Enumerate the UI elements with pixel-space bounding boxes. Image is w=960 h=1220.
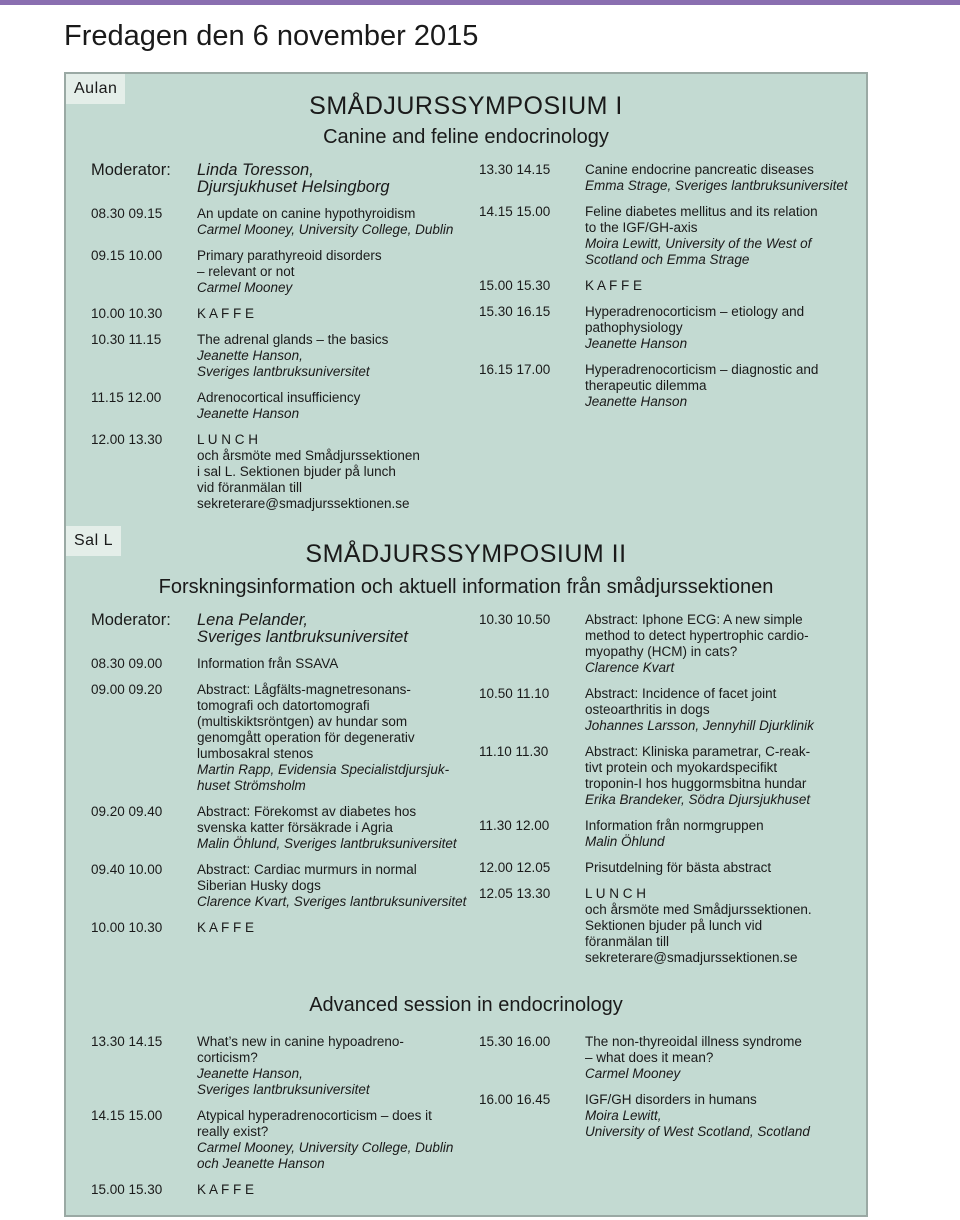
room-tab-aulan: Aulan xyxy=(66,74,125,104)
break-label: K A F F E xyxy=(197,920,255,935)
session-details xyxy=(197,920,471,936)
session-title-line: tomografi och datortomografi xyxy=(197,698,370,713)
moderator-label: Moderator: xyxy=(91,161,171,179)
session-time: 13.30 14.15 xyxy=(479,162,551,177)
session-details xyxy=(197,804,471,852)
session-title-line: IGF/GH disorders in humans xyxy=(585,1092,757,1107)
schedule-item xyxy=(479,278,859,294)
session-time: 11.30 12.00 xyxy=(479,818,550,833)
session-details xyxy=(585,304,859,352)
speaker-line: Sveriges lantbruksuniversitet xyxy=(197,364,370,379)
session-details xyxy=(585,362,859,410)
session-title-line: Adrenocortical insufficiency xyxy=(197,390,361,405)
break-label: K A F F E xyxy=(197,1182,255,1197)
session-title-line: Abstract: Incidence of facet joint xyxy=(585,686,777,701)
session-title-line: och årsmöte med Smådjurssektionen. xyxy=(585,902,812,917)
session-title-line: Abstract: Kliniska parametrar, C-reak- xyxy=(585,744,811,759)
schedule-item xyxy=(479,818,859,850)
session-time: 11.10 11.30 xyxy=(479,744,549,759)
session-title-line: pathophysiology xyxy=(585,320,683,335)
schedule-item xyxy=(91,248,471,296)
session-time: 15.00 15.30 xyxy=(91,1182,163,1197)
session-title-line: Hyperadrenocorticism – etiology and xyxy=(585,304,805,319)
speaker-line: Martin Rapp, Evidensia Specialistdjursjuk- xyxy=(197,762,450,777)
session-title-line: vid föranmälan till xyxy=(197,480,303,495)
session-title-line: An update on canine hypothyroidism xyxy=(197,206,416,221)
speaker-line: University of West Scotland, Scotland xyxy=(585,1124,810,1139)
session-time: 09.20 09.40 xyxy=(91,804,163,819)
symposium-1-subtitle: Canine and feline endocrinology xyxy=(323,126,609,148)
session-details xyxy=(197,862,471,910)
session-title-line: Primary parathyreoid disorders xyxy=(197,248,382,263)
session-time: 10.00 10.30 xyxy=(91,920,163,935)
session-title-line: Prisutdelning för bästa abstract xyxy=(585,860,772,875)
schedule-item xyxy=(91,1034,471,1098)
schedule-item xyxy=(91,1108,471,1172)
session-time: 15.00 15.30 xyxy=(479,278,551,293)
schedule-item xyxy=(91,804,471,852)
session-title-line: troponin-I hos huggormsbitna hundar xyxy=(585,776,807,791)
moderator-affiliation: Djursjukhuset Helsingborg xyxy=(197,178,390,196)
session-title-line: Siberian Husky dogs xyxy=(197,878,321,893)
session-time: 09.40 10.00 xyxy=(91,862,163,877)
schedule-1-right xyxy=(479,162,859,410)
session-details xyxy=(585,162,859,194)
session-title-line: föranmälan till xyxy=(585,934,670,949)
schedule-item xyxy=(91,390,471,422)
session-title-line: sekreterare@smadjurssektionen.se xyxy=(585,950,798,965)
speaker-line: Jeanette Hanson xyxy=(585,336,688,351)
session-details xyxy=(585,886,859,966)
room-tab-sal-l: Sal L xyxy=(66,526,121,556)
session-details xyxy=(197,1182,471,1198)
session-details xyxy=(585,204,859,268)
schedule-item xyxy=(91,920,471,936)
session-time: 12.00 12.05 xyxy=(479,860,551,875)
session-details xyxy=(197,248,471,296)
session-details xyxy=(585,278,859,294)
break-label: L U N C H xyxy=(585,886,647,901)
session-details xyxy=(585,612,859,676)
moderator-label: Moderator: xyxy=(91,611,171,629)
speaker-line: Malin Öhlund, Sveriges lantbruksuniversitet xyxy=(197,836,457,851)
speaker-line: Jeanette Hanson, xyxy=(197,348,303,363)
session-title-line: och årsmöte med Smådjurssektionen xyxy=(197,448,420,463)
schedule-item xyxy=(91,1182,471,1198)
session-title-line: Sektionen bjuder på lunch vid xyxy=(585,918,763,933)
schedule-2-right xyxy=(479,612,859,966)
session-title-line: to the IGF/GH-axis xyxy=(585,220,698,235)
speaker-line: huset Strömsholm xyxy=(197,778,306,793)
session-title-line: (multiskiktsröntgen) av hundar som xyxy=(197,714,408,729)
moderator-2 xyxy=(91,612,461,646)
session-details xyxy=(197,306,471,322)
speaker-line: Moira Lewitt, xyxy=(585,1108,662,1123)
session-details xyxy=(197,1034,471,1098)
session-title-line: Information från SSAVA xyxy=(197,656,339,671)
speaker-line: Moira Lewitt, University of the West of xyxy=(585,236,812,251)
session-details xyxy=(585,818,859,850)
session-details xyxy=(197,332,471,380)
speaker-line: Jeanette Hanson xyxy=(197,406,300,421)
session-time: 09.15 10.00 xyxy=(91,248,163,263)
session-title-line: i sal L. Sektionen bjuder på lunch xyxy=(197,464,396,479)
symposium-1-title: SMÅDJURSSYMPOSIUM I xyxy=(309,92,623,120)
session-title-line: corticism? xyxy=(197,1050,258,1065)
speaker-line: Emma Strage, Sveriges lantbruksuniversitet xyxy=(585,178,848,193)
schedule-item xyxy=(479,162,859,194)
speaker-line: Jeanette Hanson, xyxy=(197,1066,303,1081)
session-time: 08.30 09.15 xyxy=(91,206,163,221)
speaker-line: Carmel Mooney, University College, Dublin xyxy=(197,222,454,237)
session-details xyxy=(585,1034,859,1082)
speaker-line: Erika Brandeker, Södra Djursjukhuset xyxy=(585,792,811,807)
session-time: 08.30 09.00 xyxy=(91,656,163,671)
session-title-line: genomgått operation för degenerativ xyxy=(197,730,415,745)
moderator-name: Lena Pelander, xyxy=(197,611,309,629)
speaker-line: Clarence Kvart xyxy=(585,660,675,675)
speaker-line: Johannes Larsson, Jennyhill Djurklinik xyxy=(585,718,814,733)
session-title-line: Atypical hyperadrenocorticism – does it xyxy=(197,1108,432,1123)
session-time: 09.00 09.20 xyxy=(91,682,163,697)
session-title-line: Hyperadrenocorticism – diagnostic and xyxy=(585,362,819,377)
schedule-item xyxy=(479,204,859,268)
session-details xyxy=(197,682,471,794)
session-title-line: The adrenal glands – the basics xyxy=(197,332,389,347)
schedule-item xyxy=(91,206,471,238)
session-details xyxy=(197,656,471,672)
speaker-line: Scotland och Emma Strage xyxy=(585,252,750,267)
top-accent-bar xyxy=(0,0,960,5)
speaker-line: Carmel Mooney xyxy=(585,1066,681,1081)
schedule-3-right xyxy=(479,1034,859,1140)
session-title-line: svenska katter försäkrade i Agria xyxy=(197,820,393,835)
break-label: K A F F E xyxy=(197,306,255,321)
schedule-item xyxy=(479,304,859,352)
session-time: 10.30 10.50 xyxy=(479,612,551,627)
speaker-line: Clarence Kvart, Sveriges lantbruksuniversitet xyxy=(197,894,467,909)
schedule-item xyxy=(479,1092,859,1140)
schedule-item xyxy=(479,860,859,876)
schedule-item xyxy=(91,656,471,672)
session-title-line: method to detect hypertrophic cardio- xyxy=(585,628,809,643)
schedule-2-left xyxy=(91,656,471,936)
session-details xyxy=(585,744,859,808)
page-title: Fredagen den 6 november 2015 xyxy=(64,20,479,52)
session-title-line: lumbosakral stenos xyxy=(197,746,314,761)
session-title-line: Abstract: Lågfälts-magnetresonans- xyxy=(197,682,411,697)
session-details xyxy=(585,686,859,734)
session-time: 12.00 13.30 xyxy=(91,432,163,447)
schedule-item xyxy=(479,362,859,410)
session-title-line: Abstract: Förekomst av diabetes hos xyxy=(197,804,417,819)
program-panel xyxy=(64,72,868,1217)
session-time: 10.00 10.30 xyxy=(91,306,163,321)
session-details xyxy=(197,390,471,422)
session-details xyxy=(197,1108,471,1172)
moderator-1 xyxy=(91,162,461,196)
schedule-item xyxy=(479,686,859,734)
schedule-item xyxy=(479,612,859,676)
speaker-line: Jeanette Hanson xyxy=(585,394,688,409)
session-time: 12.05 13.30 xyxy=(479,886,551,901)
session-title-line: sekreterare@smadjurssektionen.se xyxy=(197,496,410,511)
session-title-line: What’s new in canine hypoadreno- xyxy=(197,1034,404,1049)
session-title-line: myopathy (HCM) in cats? xyxy=(585,644,738,659)
session-time: 15.30 16.15 xyxy=(479,304,551,319)
schedule-item xyxy=(479,744,859,808)
session-title-line: really exist? xyxy=(197,1124,269,1139)
advanced-session-title: Advanced session in endocrinology xyxy=(309,994,623,1016)
session-time: 13.30 14.15 xyxy=(91,1034,163,1049)
schedule-item xyxy=(91,332,471,380)
session-time: 16.15 17.00 xyxy=(479,362,551,377)
schedule-item xyxy=(91,432,471,512)
speaker-line: Sveriges lantbruksuniversitet xyxy=(197,1082,370,1097)
schedule-1-left xyxy=(91,206,471,512)
moderator-affiliation: Sveriges lantbruksuniversitet xyxy=(197,628,408,646)
moderator-name: Linda Toresson, xyxy=(197,161,314,179)
schedule-item xyxy=(479,1034,859,1082)
session-time: 10.30 11.15 xyxy=(91,332,162,347)
session-time: 10.50 11.10 xyxy=(479,686,550,701)
session-details xyxy=(585,860,859,876)
session-title-line: – relevant or not xyxy=(197,264,295,279)
session-details xyxy=(197,206,471,238)
speaker-line: Malin Öhlund xyxy=(585,834,665,849)
break-label: K A F F E xyxy=(585,278,643,293)
session-title-line: Canine endocrine pancreatic diseases xyxy=(585,162,814,177)
symposium-2-title: SMÅDJURSSYMPOSIUM II xyxy=(305,540,627,568)
speaker-line: och Jeanette Hanson xyxy=(197,1156,325,1171)
speaker-line: Carmel Mooney, University College, Dublin xyxy=(197,1140,454,1155)
session-time: 14.15 15.00 xyxy=(479,204,551,219)
session-title-line: The non-thyreoidal illness syndrome xyxy=(585,1034,802,1049)
session-title-line: Feline diabetes mellitus and its relation xyxy=(585,204,818,219)
schedule-item xyxy=(479,886,859,966)
speaker-line: Carmel Mooney xyxy=(197,280,293,295)
session-title-line: – what does it mean? xyxy=(585,1050,714,1065)
schedule-item xyxy=(91,682,471,794)
session-time: 11.15 12.00 xyxy=(91,390,162,405)
schedule-item xyxy=(91,862,471,910)
session-time: 16.00 16.45 xyxy=(479,1092,551,1107)
session-title-line: Information från normgruppen xyxy=(585,818,764,833)
session-title-line: tivt protein och myokardspecifikt xyxy=(585,760,778,775)
session-title-line: Abstract: Iphone ECG: A new simple xyxy=(585,612,803,627)
break-label: L U N C H xyxy=(197,432,259,447)
schedule-item xyxy=(91,306,471,322)
session-title-line: Abstract: Cardiac murmurs in normal xyxy=(197,862,417,877)
symposium-2-subtitle: Forskningsinformation och aktuell information från smådjurssektionen xyxy=(158,576,774,598)
session-details xyxy=(197,432,471,512)
session-title-line: osteoarthritis in dogs xyxy=(585,702,710,717)
schedule-3-left xyxy=(91,1034,471,1198)
session-time: 14.15 15.00 xyxy=(91,1108,163,1123)
session-title-line: therapeutic dilemma xyxy=(585,378,707,393)
session-time: 15.30 16.00 xyxy=(479,1034,551,1049)
session-details xyxy=(585,1092,859,1140)
